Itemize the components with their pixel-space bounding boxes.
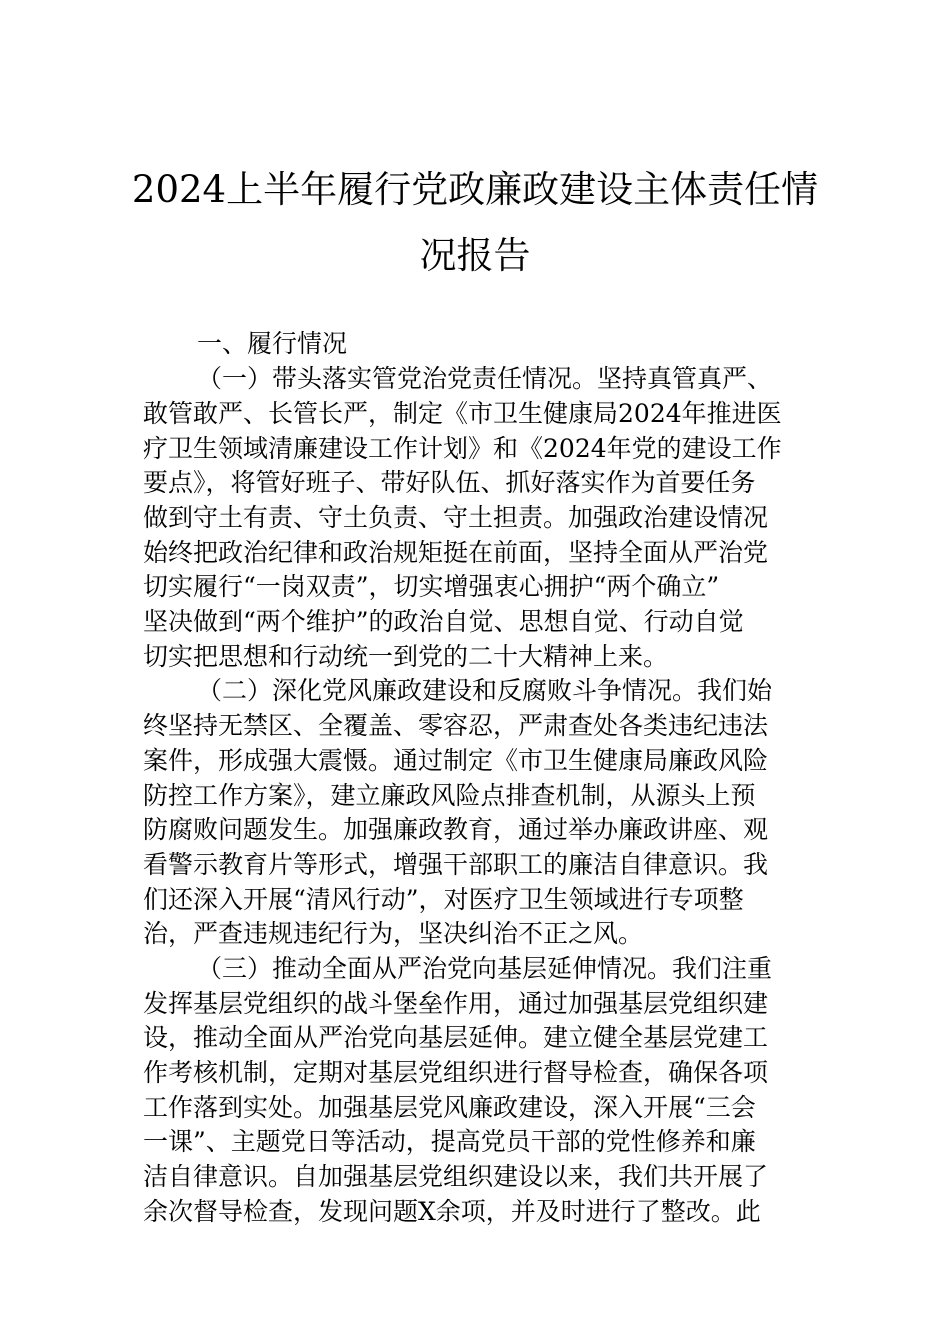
paragraph-line: 防腐败问题发生。加强廉政教育，通过举办廉政讲座、观 [143, 815, 769, 844]
document-title-line-2: 况报告 [419, 234, 531, 277]
document-title-line-1: 2024上半年履行党政廉政建设主体责任情 [131, 168, 819, 211]
paragraph-line: 疗卫生领域清廉建设工作计划》和《2024年党的建设工作 [143, 434, 782, 463]
paragraph-line: 洁自律意识。自加强基层党组织建设以来，我们共开展了 [143, 1162, 769, 1191]
paragraph-line: 余次督导检查，发现问题X余项，并及时进行了整改。此 [143, 1197, 761, 1226]
paragraph-line: 治，严查违规违纪行为，坚决纠治不正之风。 [143, 919, 644, 948]
paragraph-line: 终坚持无禁区、全覆盖、零容忍，严肃查处各类违纪违法 [143, 711, 769, 740]
paragraph-line: 作考核机制，定期对基层党组织进行督导检查，确保各项 [143, 1058, 769, 1087]
paragraph-line: 切实把思想和行动统一到党的二十大精神上来。 [143, 642, 669, 671]
paragraph-line: 工作落到实处。加强基层党风廉政建设，深入开展“三会 [143, 1093, 756, 1122]
paragraph-line: 看警示教育片等形式，增强干部职工的廉洁自律意识。我 [143, 850, 769, 879]
paragraph-line: （一）带头落实管党治党责任情况。坚持真管真严、 [197, 364, 773, 393]
paragraph-line: 防控工作方案》，建立廉政风险点排查机制，从源头上预 [143, 781, 756, 810]
paragraph-line: 要点》，将管好班子、带好队伍、抓好落实作为首要任务 [143, 468, 756, 497]
section-heading: 一、履行情况 [197, 329, 348, 358]
paragraph-line: 们还深入开展“清风行动”，对医疗卫生领域进行专项整 [143, 885, 744, 914]
paragraph-line: （三）推动全面从严治党向基层延伸情况。我们注重 [197, 954, 773, 983]
paragraph-line: 发挥基层党组织的战斗堡垒作用，通过加强基层党组织建 [143, 989, 769, 1018]
paragraph-line: 坚决做到“两个维护”的政治自觉、思想自觉、行动自觉 [143, 607, 744, 636]
paragraph-line: 切实履行“一岗双责”，切实增强衷心拥护“两个确立” [143, 572, 720, 601]
paragraph-line: 案件，形成强大震慑。通过制定《市卫生健康局廉政风险 [143, 746, 769, 775]
paragraph-line: 设，推动全面从严治党向基层延伸。建立健全基层党建工 [143, 1023, 769, 1052]
paragraph-line: 做到守土有责、守土负责、守土担责。加强政治建设情况 [143, 503, 769, 532]
paragraph-line: 一课”、主题党日等活动，提高党员干部的党性修养和廉 [143, 1127, 756, 1156]
paragraph-line: （二）深化党风廉政建设和反腐败斗争情况。我们始 [197, 676, 773, 705]
paragraph-line: 敢管敢严、长管长严，制定《市卫生健康局2024年推进医 [143, 399, 782, 428]
paragraph-line: 始终把政治纪律和政治规矩挺在前面，坚持全面从严治党 [143, 538, 769, 567]
